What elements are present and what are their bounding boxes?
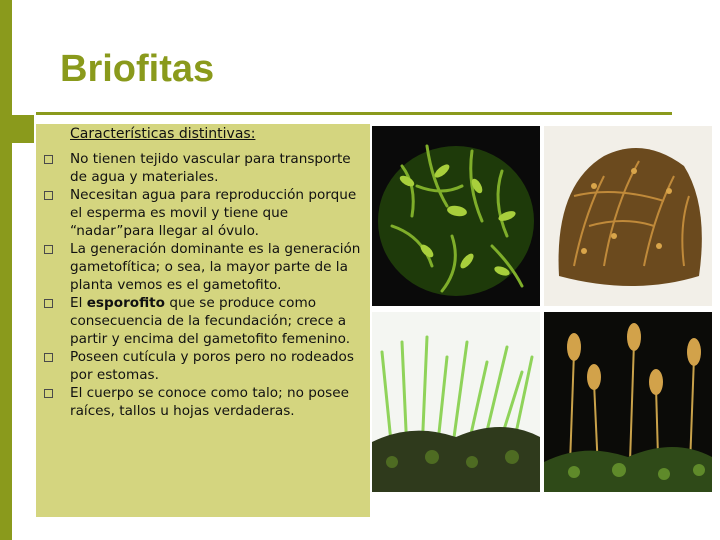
bullet-text: El cuerpo se conoce como talo; no posee raíces, tallos u hojas verdaderas. [70,385,349,419]
moss-photo-green-leafy [372,126,540,306]
bullet-item [42,348,368,384]
intro-heading: Características distintivas: [70,126,256,142]
bullet-item [42,384,368,420]
bullet-list [42,150,368,420]
bullet-text: La generación dominante es la generación gametofítica; o sea, la mayor parte de la planta vemos es el gametofito. [70,241,361,293]
square-bullet-icon [44,155,53,164]
moss-photo-capsules [544,312,712,492]
square-bullet-icon [44,389,53,398]
bullet-item [42,186,368,240]
moss-photo-brown-dried [544,126,712,306]
bullet-text: Poseen cutícula y poros pero no rodeados por estomas. [70,349,354,383]
bullet-keyword: esporofito [86,295,166,311]
left-accent-band [0,0,12,540]
square-bullet-icon [44,191,53,200]
accent-band-divider [12,0,15,540]
bullet-text-start: El [70,295,87,311]
bullet-text-end: que se produce como consecuencia de la fecundación; crece a partir y encima del gametofito femenino. [70,295,351,347]
square-bullet-icon [44,245,53,254]
bullet-text: Necesitan agua para reproducción porque el esperma es movil y tiene que “nadar”para llegar al óvulo. [70,187,357,239]
bullet-item [42,240,368,294]
slide-title: Briofitas [60,48,215,90]
square-bullet-icon [44,353,53,362]
bullet-item [42,150,368,186]
moss-photo-sporophyte-grass [372,312,540,492]
bullet-item [42,294,368,348]
bullet-text: No tienen tejido vascular para transporte de agua y materiales. [70,151,351,185]
title-rule [36,112,672,115]
accent-square [0,115,34,143]
square-bullet-icon [44,299,53,308]
